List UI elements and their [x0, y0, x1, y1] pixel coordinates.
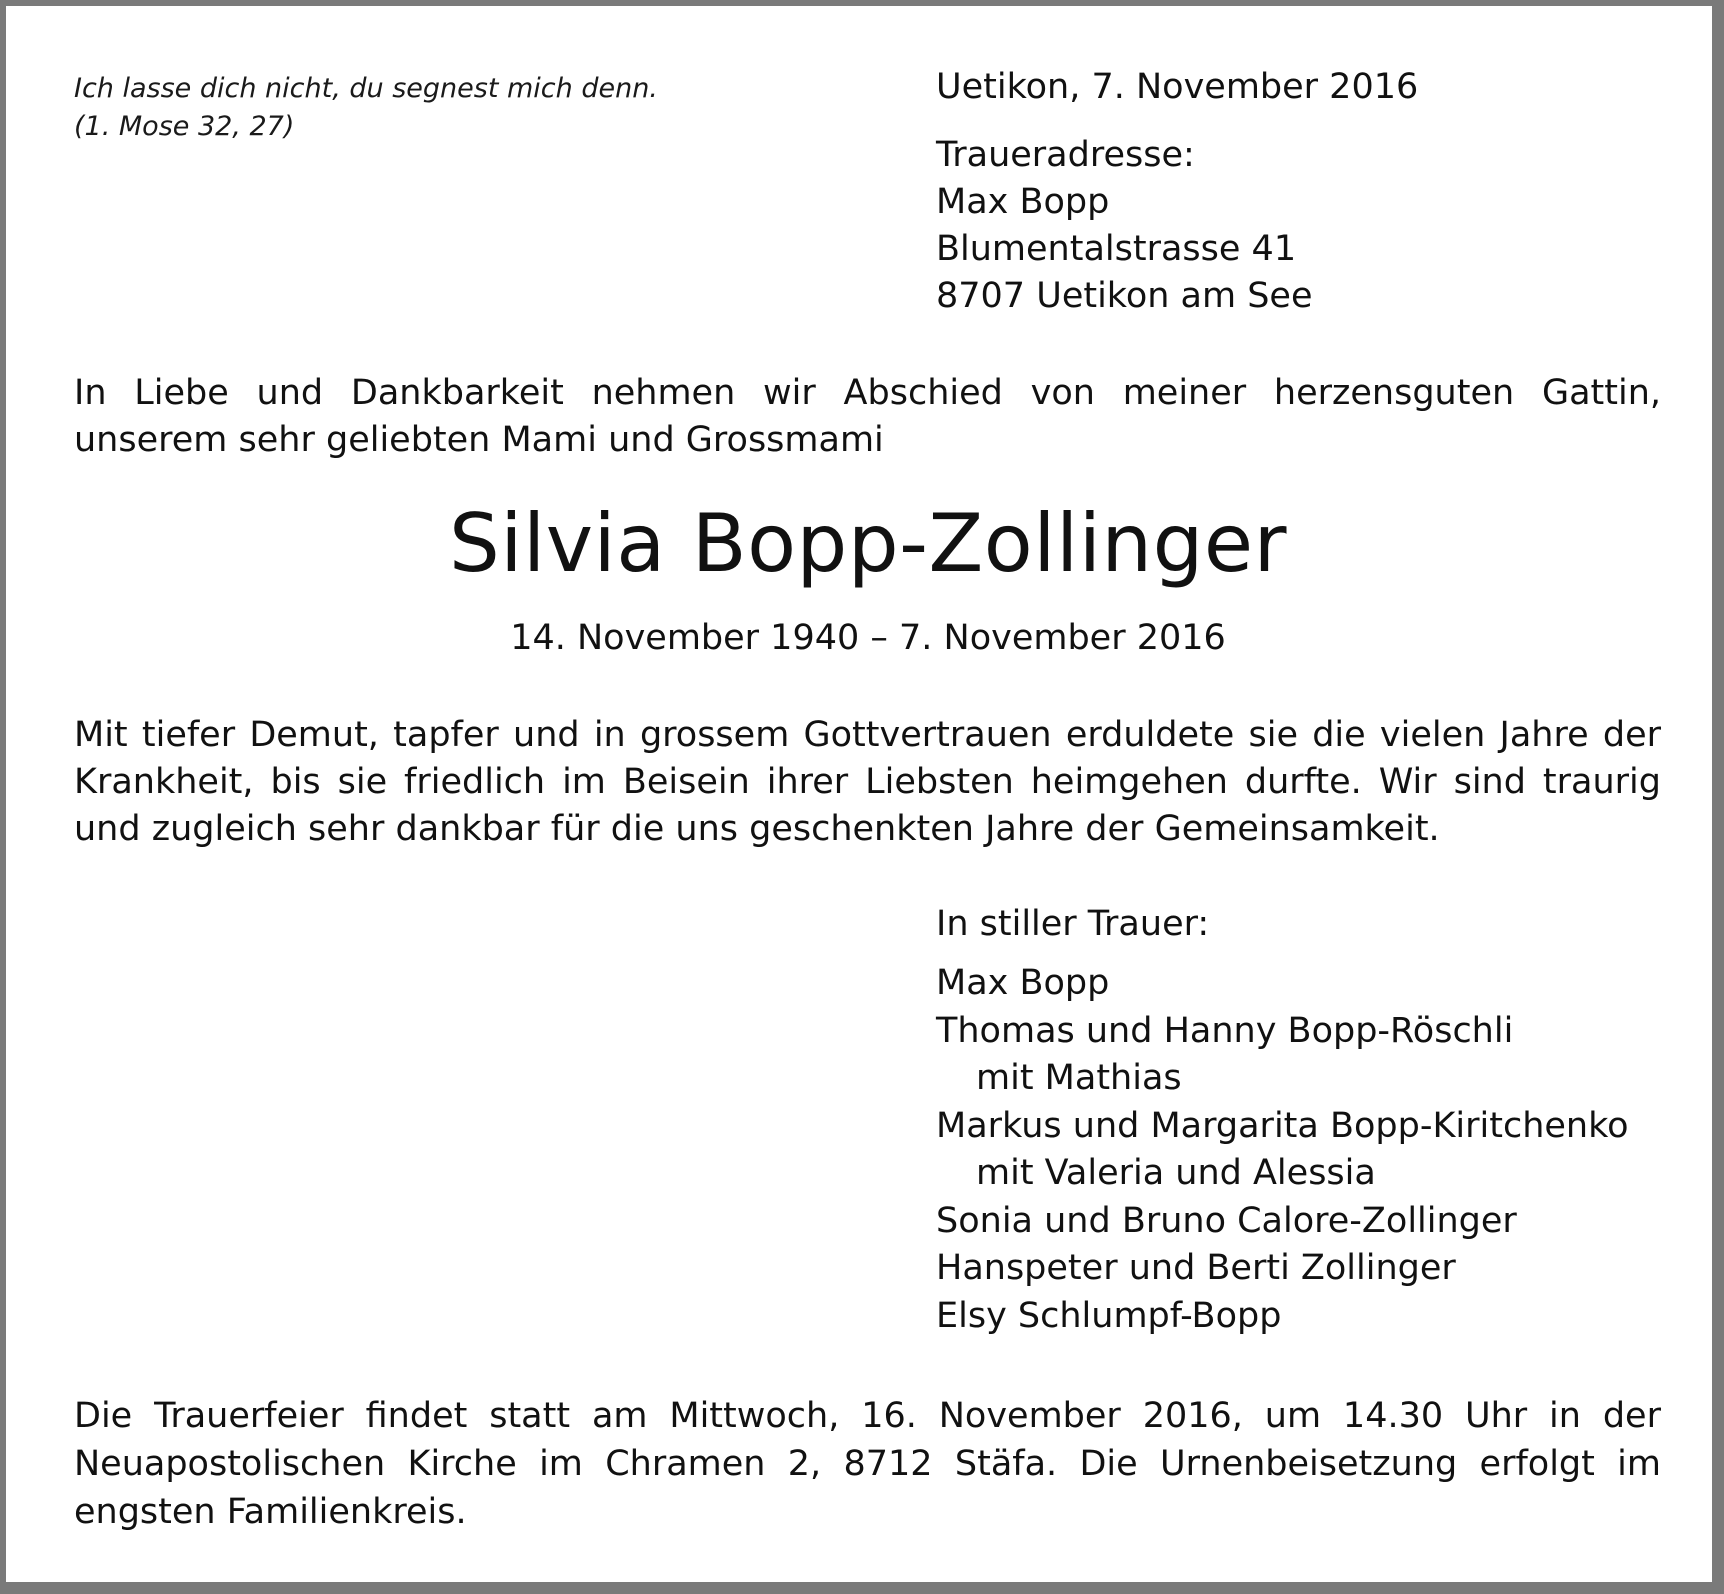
intro-line-2: unserem sehr geliebten Mami und Grossmami — [74, 420, 884, 460]
intro-line-1: In Liebe und Dankbarkeit nehmen wir Abschied von meiner herzensguten Gattin, — [74, 373, 1661, 413]
tribute-paragraph — [74, 712, 1661, 853]
mourner-entry: Markus und Margarita Bopp-Kiritchenko — [936, 1105, 1629, 1146]
mourners-title: In stiller Trauer: — [936, 904, 1210, 944]
service-line-1: Die Trauerfeier findet statt am Mittwoch, 16. November 2016, um 14.30 Uhr in der — [74, 1396, 1661, 1436]
bible-quote — [74, 70, 658, 146]
place-date: Uetikon, 7. November 2016 — [936, 67, 1419, 107]
address-street: Blumentalstrasse 41 — [936, 229, 1297, 269]
intro-paragraph — [74, 370, 1661, 464]
tribute-line-1: Mit tiefer Demut, tapfer und in grossem Gottvertrauen erduldete sie die vielen Jahre der — [74, 715, 1661, 755]
mourner-entry: Elsy Schlumpf-Bopp — [936, 1295, 1282, 1336]
bible-quote-text: Ich lasse dich nicht, du segnest mich denn. — [74, 73, 658, 104]
mourner-entry: Sonia und Bruno Calore-Zollinger — [936, 1200, 1517, 1241]
mourner-entry: Hanspeter und Berti Zollinger — [936, 1248, 1456, 1288]
mourners-list — [936, 960, 1629, 1340]
mourner-entry: mit Valeria und Alessia — [976, 1153, 1376, 1193]
service-line-3: engsten Familienkreis. — [74, 1492, 467, 1532]
address-label: Traueradresse: — [936, 135, 1195, 175]
mourner-entry: Thomas und Hanny Bopp-Röschli — [936, 1010, 1514, 1051]
deceased-name: Silvia Bopp-Zollinger — [448, 497, 1288, 590]
bible-quote-reference: (1. Mose 32, 27) — [74, 111, 295, 142]
tribute-line-3: und zugleich sehr dankbar für die uns geschenkten Jahre der Gemeinsamkeit. — [74, 809, 1440, 849]
tribute-line-2: Krankheit, bis sie friedlich im Beisein ihrer Liebsten heimgehen durfte. Wir sind traurig — [74, 762, 1661, 802]
mourner-entry: Max Bopp — [936, 963, 1110, 1003]
service-line-2: Neuapostolischen Kirche im Chramen 2, 8712 Stäfa. Die Urnenbeisetzung erfolgt im — [74, 1444, 1661, 1484]
deceased-lifespan: 14. November 1940 – 7. November 2016 — [510, 618, 1226, 658]
address-name: Max Bopp — [936, 182, 1110, 222]
address-city: 8707 Uetikon am See — [936, 276, 1313, 316]
mourner-entry: mit Mathias — [976, 1058, 1182, 1098]
mourning-address — [936, 132, 1313, 320]
funeral-service-info — [74, 1392, 1661, 1536]
